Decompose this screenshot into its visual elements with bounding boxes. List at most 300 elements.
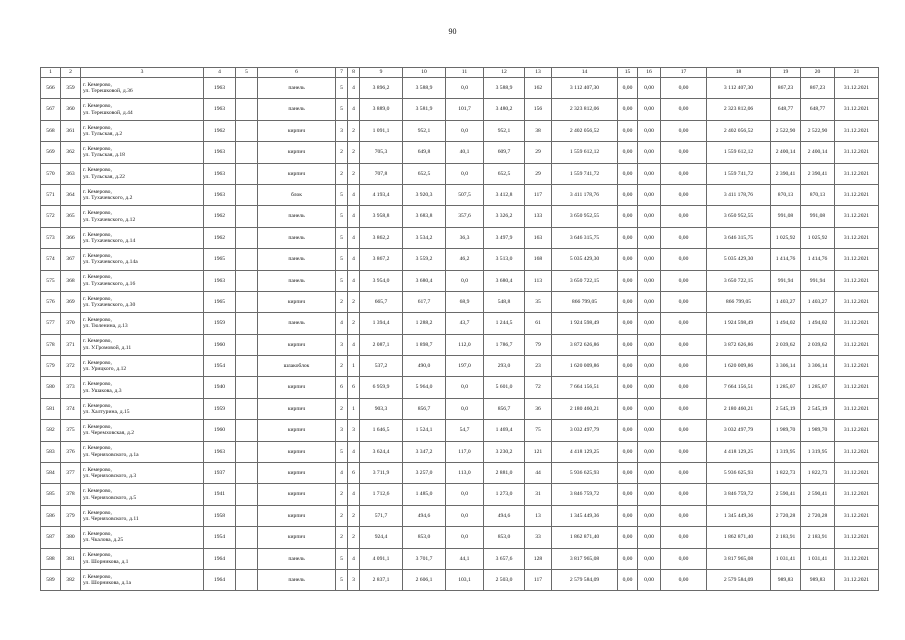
cell-col-14: 3 872 626,86 [552, 334, 618, 355]
address-street: ул. Тульская, д.18 [83, 152, 125, 159]
cell-col-6: кирпич [258, 163, 336, 184]
cell-col-12: 548,8 [484, 291, 525, 312]
cell-col-19: 2 590,41 [771, 484, 801, 505]
cell-col-15: 0,00 [618, 505, 638, 526]
cell-col-12: 609,7 [484, 142, 525, 163]
cell-col-5 [236, 527, 258, 548]
cell-col-2: 382 [61, 569, 81, 590]
cell-col-9: 537,2 [360, 356, 403, 377]
cell-col-19: 1 989,70 [771, 420, 801, 441]
cell-col-5 [236, 569, 258, 590]
table-row [41, 463, 879, 484]
cell-col-6: блок [258, 184, 336, 205]
cell-col-17: 0,00 [661, 206, 707, 227]
column-number-3: 3 [81, 68, 204, 78]
cell-col-4: 1940 [204, 377, 236, 398]
cell-col-2: 372 [61, 356, 81, 377]
cell-col-21: 31.12.2021 [835, 270, 879, 291]
cell-col-20: 989,83 [801, 569, 835, 590]
cell-col-21: 31.12.2021 [835, 78, 879, 99]
cell-col-1: 566 [41, 78, 61, 99]
cell-col-1: 588 [41, 548, 61, 569]
cell-col-4: 1954 [204, 356, 236, 377]
cell-col-12: 2 503,0 [484, 569, 525, 590]
cell-col-2: 375 [61, 420, 81, 441]
address-cell [81, 548, 204, 569]
cell-col-8: 1 [348, 398, 360, 419]
cell-col-16: 0,00 [638, 377, 661, 398]
address-cell [81, 270, 204, 291]
cell-col-10: 3 559,2 [403, 249, 446, 270]
cell-col-1: 584 [41, 463, 61, 484]
cell-col-2: 362 [61, 142, 81, 163]
cell-col-21: 31.12.2021 [835, 420, 879, 441]
cell-col-14: 3 411 178,76 [552, 184, 618, 205]
address-city: г. Кемерово, [83, 167, 112, 174]
cell-col-14: 3 817 965,08 [552, 548, 618, 569]
cell-col-15: 0,00 [618, 313, 638, 334]
cell-col-18: 3 112 407,30 [707, 78, 771, 99]
cell-col-21: 31.12.2021 [835, 313, 879, 334]
cell-col-6: панель [258, 227, 336, 248]
column-number-16: 16 [638, 68, 661, 78]
cell-col-1: 573 [41, 227, 61, 248]
cell-col-9: 571,7 [360, 505, 403, 526]
table-row [41, 527, 879, 548]
address-cell [81, 142, 204, 163]
cell-col-17: 0,00 [661, 142, 707, 163]
cell-col-10: 3 680,4 [403, 270, 446, 291]
cell-col-13: 35 [525, 291, 552, 312]
cell-col-8: 4 [348, 206, 360, 227]
cell-col-19: 2 720,28 [771, 505, 801, 526]
cell-col-15: 0,00 [618, 334, 638, 355]
address-city: г. Кемерово, [83, 381, 112, 388]
address-city: г. Кемерово, [83, 274, 112, 281]
cell-col-18: 3 650 952,55 [707, 206, 771, 227]
cell-col-10: 1 485,0 [403, 484, 446, 505]
cell-col-11: 0,0 [446, 398, 484, 419]
cell-col-1: 582 [41, 420, 61, 441]
cell-col-13: 13 [525, 505, 552, 526]
cell-col-5 [236, 291, 258, 312]
cell-col-9: 3 958,8 [360, 206, 403, 227]
cell-col-9: 3 896,2 [360, 78, 403, 99]
cell-col-8: 4 [348, 548, 360, 569]
cell-col-6: панель [258, 313, 336, 334]
address-street: ул. Тюленина, д.13 [83, 323, 128, 330]
cell-col-5 [236, 356, 258, 377]
table-row [41, 227, 879, 248]
cell-col-20: 1 989,70 [801, 420, 835, 441]
cell-col-6: кирпич [258, 441, 336, 462]
cell-col-2: 365 [61, 206, 81, 227]
cell-col-5 [236, 78, 258, 99]
cell-col-13: 128 [525, 548, 552, 569]
page-number: 90 [448, 27, 457, 36]
cell-col-21: 31.12.2021 [835, 505, 879, 526]
cell-col-16: 0,00 [638, 78, 661, 99]
cell-col-16: 0,00 [638, 527, 661, 548]
cell-col-6: панель [258, 270, 336, 291]
cell-col-17: 0,00 [661, 78, 707, 99]
cell-col-8: 2 [348, 505, 360, 526]
column-number-14: 14 [552, 68, 618, 78]
cell-col-20: 1 494,02 [801, 313, 835, 334]
cell-col-2: 369 [61, 291, 81, 312]
cell-col-20: 2 039,62 [801, 334, 835, 355]
cell-col-18: 3 411 178,76 [707, 184, 771, 205]
cell-col-20: 870,13 [801, 184, 835, 205]
cell-col-19: 2 183,91 [771, 527, 801, 548]
cell-col-2: 378 [61, 484, 81, 505]
cell-col-12: 856,7 [484, 398, 525, 419]
cell-col-16: 0,00 [638, 569, 661, 590]
cell-col-13: 117 [525, 569, 552, 590]
cell-col-6: панель [258, 548, 336, 569]
cell-col-4: 1958 [204, 505, 236, 526]
cell-col-20: 867,23 [801, 78, 835, 99]
cell-col-14: 2 402 056,52 [552, 120, 618, 141]
cell-col-9: 1 394,4 [360, 313, 403, 334]
cell-col-7: 2 [336, 484, 348, 505]
cell-col-13: 29 [525, 163, 552, 184]
cell-col-20: 1 031,41 [801, 548, 835, 569]
cell-col-11: 507,5 [446, 184, 484, 205]
cell-col-9: 3 889,0 [360, 99, 403, 120]
cell-col-14: 1 559 741,72 [552, 163, 618, 184]
cell-col-2: 374 [61, 398, 81, 419]
cell-col-18: 2 180 460,21 [707, 398, 771, 419]
cell-col-11: 117,0 [446, 441, 484, 462]
column-number-19: 19 [771, 68, 801, 78]
cell-col-8: 4 [348, 99, 360, 120]
cell-col-6: панель [258, 206, 336, 227]
cell-col-14: 5 936 625,93 [552, 463, 618, 484]
address-street: ул. Тухачевского, д.16 [83, 280, 136, 287]
cell-col-19: 1 319,95 [771, 441, 801, 462]
cell-col-6: кирпич [258, 142, 336, 163]
cell-col-15: 0,00 [618, 548, 638, 569]
cell-col-16: 0,00 [638, 227, 661, 248]
cell-col-19: 1 285,07 [771, 377, 801, 398]
cell-col-12: 1 786,7 [484, 334, 525, 355]
cell-col-13: 113 [525, 270, 552, 291]
cell-col-12: 3 480,2 [484, 99, 525, 120]
table-row [41, 334, 879, 355]
cell-col-16: 0,00 [638, 120, 661, 141]
cell-col-1: 568 [41, 120, 61, 141]
cell-col-1: 567 [41, 99, 61, 120]
cell-col-11: 36,3 [446, 227, 484, 248]
cell-col-12: 2 881,0 [484, 463, 525, 484]
cell-col-4: 1963 [204, 270, 236, 291]
cell-col-9: 6 959,9 [360, 377, 403, 398]
cell-col-9: 3 867,2 [360, 249, 403, 270]
table-row [41, 505, 879, 526]
cell-col-20: 1 319,95 [801, 441, 835, 462]
cell-col-21: 31.12.2021 [835, 120, 879, 141]
cell-col-4: 1937 [204, 463, 236, 484]
cell-col-2: 373 [61, 377, 81, 398]
cell-col-6: кирпич [258, 505, 336, 526]
cell-col-4: 1965 [204, 249, 236, 270]
address-city: г. Кемерово, [83, 488, 112, 495]
cell-col-6: кирпич [258, 291, 336, 312]
cell-col-8: 2 [348, 313, 360, 334]
cell-col-6: кирпич [258, 120, 336, 141]
cell-col-19: 3 306,14 [771, 356, 801, 377]
cell-col-9: 705,3 [360, 142, 403, 163]
cell-col-20: 2 522,90 [801, 120, 835, 141]
cell-col-17: 0,00 [661, 184, 707, 205]
cell-col-5 [236, 420, 258, 441]
cell-col-10: 494,6 [403, 505, 446, 526]
cell-col-7: 2 [336, 142, 348, 163]
table-row [41, 184, 879, 205]
table-row [41, 99, 879, 120]
cell-col-11: 46,2 [446, 249, 484, 270]
cell-col-20: 2 183,91 [801, 527, 835, 548]
column-number-12: 12 [484, 68, 525, 78]
column-number-11: 11 [446, 68, 484, 78]
address-cell [81, 484, 204, 505]
cell-col-4: 1964 [204, 548, 236, 569]
address-city: г. Кемерово, [83, 509, 112, 516]
table-row [41, 356, 879, 377]
cell-col-21: 31.12.2021 [835, 142, 879, 163]
column-number-15: 15 [618, 68, 638, 78]
cell-col-18: 866 799,05 [707, 291, 771, 312]
cell-col-12: 3 513,0 [484, 249, 525, 270]
cell-col-21: 31.12.2021 [835, 99, 879, 120]
column-number-7: 7 [336, 68, 348, 78]
cell-col-7: 5 [336, 227, 348, 248]
cell-col-10: 617,7 [403, 291, 446, 312]
cell-col-15: 0,00 [618, 463, 638, 484]
cell-col-18: 1 620 009,86 [707, 356, 771, 377]
cell-col-6: кирпич [258, 527, 336, 548]
cell-col-21: 31.12.2021 [835, 527, 879, 548]
cell-col-6: кирпич [258, 420, 336, 441]
cell-col-11: 0,0 [446, 505, 484, 526]
cell-col-8: 2 [348, 142, 360, 163]
address-city: г. Кемерово, [83, 210, 112, 217]
cell-col-14: 3 112 407,30 [552, 78, 618, 99]
address-city: г. Кемерово, [83, 402, 112, 409]
cell-col-15: 0,00 [618, 249, 638, 270]
cell-col-6: шлакоблок [258, 356, 336, 377]
cell-col-2: 359 [61, 78, 81, 99]
cell-col-13: 121 [525, 441, 552, 462]
cell-col-18: 5 035 429,30 [707, 249, 771, 270]
cell-col-16: 0,00 [638, 206, 661, 227]
cell-col-4: 1963 [204, 142, 236, 163]
cell-col-18: 3 650 722,15 [707, 270, 771, 291]
cell-col-10: 3 347,2 [403, 441, 446, 462]
cell-col-21: 31.12.2021 [835, 377, 879, 398]
cell-col-10: 952,1 [403, 120, 446, 141]
address-city: г. Кемерово, [83, 359, 112, 366]
cell-col-15: 0,00 [618, 78, 638, 99]
column-number-1: 1 [41, 68, 61, 78]
cell-col-17: 0,00 [661, 291, 707, 312]
cell-col-15: 0,00 [618, 484, 638, 505]
cell-col-15: 0,00 [618, 206, 638, 227]
column-number-5: 5 [236, 68, 258, 78]
cell-col-5 [236, 99, 258, 120]
address-cell [81, 120, 204, 141]
cell-col-19: 2 400,14 [771, 142, 801, 163]
cell-col-12: 3 680,4 [484, 270, 525, 291]
cell-col-20: 991,08 [801, 206, 835, 227]
cell-col-10: 856,7 [403, 398, 446, 419]
cell-col-8: 6 [348, 377, 360, 398]
cell-col-14: 3 650 722,15 [552, 270, 618, 291]
cell-col-8: 4 [348, 270, 360, 291]
cell-col-7: 6 [336, 377, 348, 398]
cell-col-19: 1 414,76 [771, 249, 801, 270]
cell-col-16: 0,00 [638, 99, 661, 120]
address-cell [81, 356, 204, 377]
cell-col-21: 31.12.2021 [835, 206, 879, 227]
cell-col-7: 5 [336, 441, 348, 462]
cell-col-2: 376 [61, 441, 81, 462]
cell-col-14: 2 180 460,21 [552, 398, 618, 419]
cell-col-8: 4 [348, 78, 360, 99]
cell-col-19: 2 545,19 [771, 398, 801, 419]
cell-col-14: 5 035 429,30 [552, 249, 618, 270]
address-city: г. Кемерово, [83, 317, 112, 324]
cell-col-20: 991,94 [801, 270, 835, 291]
cell-col-19: 1 403,27 [771, 291, 801, 312]
cell-col-13: 33 [525, 527, 552, 548]
cell-col-15: 0,00 [618, 99, 638, 120]
cell-col-20: 1 285,07 [801, 377, 835, 398]
address-city: г. Кемерово, [83, 295, 112, 302]
cell-col-13: 61 [525, 313, 552, 334]
cell-col-2: 363 [61, 163, 81, 184]
cell-col-15: 0,00 [618, 398, 638, 419]
cell-col-18: 7 664 156,51 [707, 377, 771, 398]
table-row [41, 163, 879, 184]
cell-col-5 [236, 441, 258, 462]
cell-col-17: 0,00 [661, 548, 707, 569]
address-city: г. Кемерово, [83, 424, 112, 431]
cell-col-10: 649,8 [403, 142, 446, 163]
cell-col-5 [236, 249, 258, 270]
cell-col-18: 5 936 625,93 [707, 463, 771, 484]
cell-col-7: 2 [336, 527, 348, 548]
table-row [41, 206, 879, 227]
cell-col-16: 0,00 [638, 398, 661, 419]
table-row [41, 398, 879, 419]
cell-col-7: 5 [336, 569, 348, 590]
cell-col-10: 1 524,1 [403, 420, 446, 441]
address-street: ул. Урицкого, д.12 [83, 366, 127, 373]
cell-col-21: 31.12.2021 [835, 484, 879, 505]
cell-col-10: 1 288,2 [403, 313, 446, 334]
cell-col-7: 3 [336, 420, 348, 441]
table-row [41, 291, 879, 312]
cell-col-11: 113,0 [446, 463, 484, 484]
address-street: ул. Тухачевского, д.12 [83, 216, 136, 223]
address-cell [81, 463, 204, 484]
cell-col-19: 991,94 [771, 270, 801, 291]
cell-col-18: 1 924 598,49 [707, 313, 771, 334]
address-city: г. Кемерово, [83, 231, 112, 238]
address-cell [81, 163, 204, 184]
cell-col-16: 0,00 [638, 270, 661, 291]
cell-col-10: 1 898,7 [403, 334, 446, 355]
cell-col-17: 0,00 [661, 356, 707, 377]
cell-col-11: 0,0 [446, 527, 484, 548]
cell-col-4: 1965 [204, 291, 236, 312]
address-cell [81, 313, 204, 334]
cell-col-13: 72 [525, 377, 552, 398]
cell-col-12: 3 657,6 [484, 548, 525, 569]
cell-col-18: 2 579 584,09 [707, 569, 771, 590]
cell-col-13: 36 [525, 398, 552, 419]
cell-col-11: 101,7 [446, 99, 484, 120]
cell-col-14: 1 559 612,12 [552, 142, 618, 163]
cell-col-5 [236, 184, 258, 205]
cell-col-21: 31.12.2021 [835, 227, 879, 248]
column-number-21: 21 [835, 68, 879, 78]
cell-col-10: 3 701,7 [403, 548, 446, 569]
cell-col-11: 0,0 [446, 163, 484, 184]
cell-col-9: 707,8 [360, 163, 403, 184]
cell-col-5 [236, 463, 258, 484]
cell-col-4: 1963 [204, 99, 236, 120]
address-street: ул. Тульская, д.22 [83, 173, 125, 180]
cell-col-10: 3 588,9 [403, 78, 446, 99]
address-cell [81, 398, 204, 419]
cell-col-19: 648,77 [771, 99, 801, 120]
address-city: г. Кемерово, [83, 252, 112, 259]
cell-col-13: 117 [525, 184, 552, 205]
cell-col-15: 0,00 [618, 356, 638, 377]
table-row [41, 142, 879, 163]
cell-col-12: 952,1 [484, 120, 525, 141]
cell-col-4: 1963 [204, 184, 236, 205]
cell-col-2: 364 [61, 184, 81, 205]
cell-col-12: 652,5 [484, 163, 525, 184]
cell-col-16: 0,00 [638, 184, 661, 205]
cell-col-19: 2 522,90 [771, 120, 801, 141]
cell-col-16: 0,00 [638, 291, 661, 312]
address-city: г. Кемерово, [83, 103, 112, 110]
cell-col-13: 168 [525, 249, 552, 270]
address-street: ул. Тухачевского, д.2 [83, 195, 133, 202]
cell-col-6: панель [258, 569, 336, 590]
cell-col-14: 1 620 009,86 [552, 356, 618, 377]
cell-col-9: 1 646,5 [360, 420, 403, 441]
cell-col-8: 3 [348, 420, 360, 441]
cell-col-1: 571 [41, 184, 61, 205]
cell-col-4: 1962 [204, 227, 236, 248]
address-city: г. Кемерово, [83, 573, 112, 580]
cell-col-18: 3 846 759,72 [707, 484, 771, 505]
cell-col-11: 0,0 [446, 270, 484, 291]
cell-col-13: 44 [525, 463, 552, 484]
cell-col-17: 0,00 [661, 527, 707, 548]
cell-col-4: 1954 [204, 527, 236, 548]
cell-col-16: 0,00 [638, 505, 661, 526]
cell-col-4: 1963 [204, 78, 236, 99]
cell-col-17: 0,00 [661, 313, 707, 334]
cell-col-15: 0,00 [618, 569, 638, 590]
